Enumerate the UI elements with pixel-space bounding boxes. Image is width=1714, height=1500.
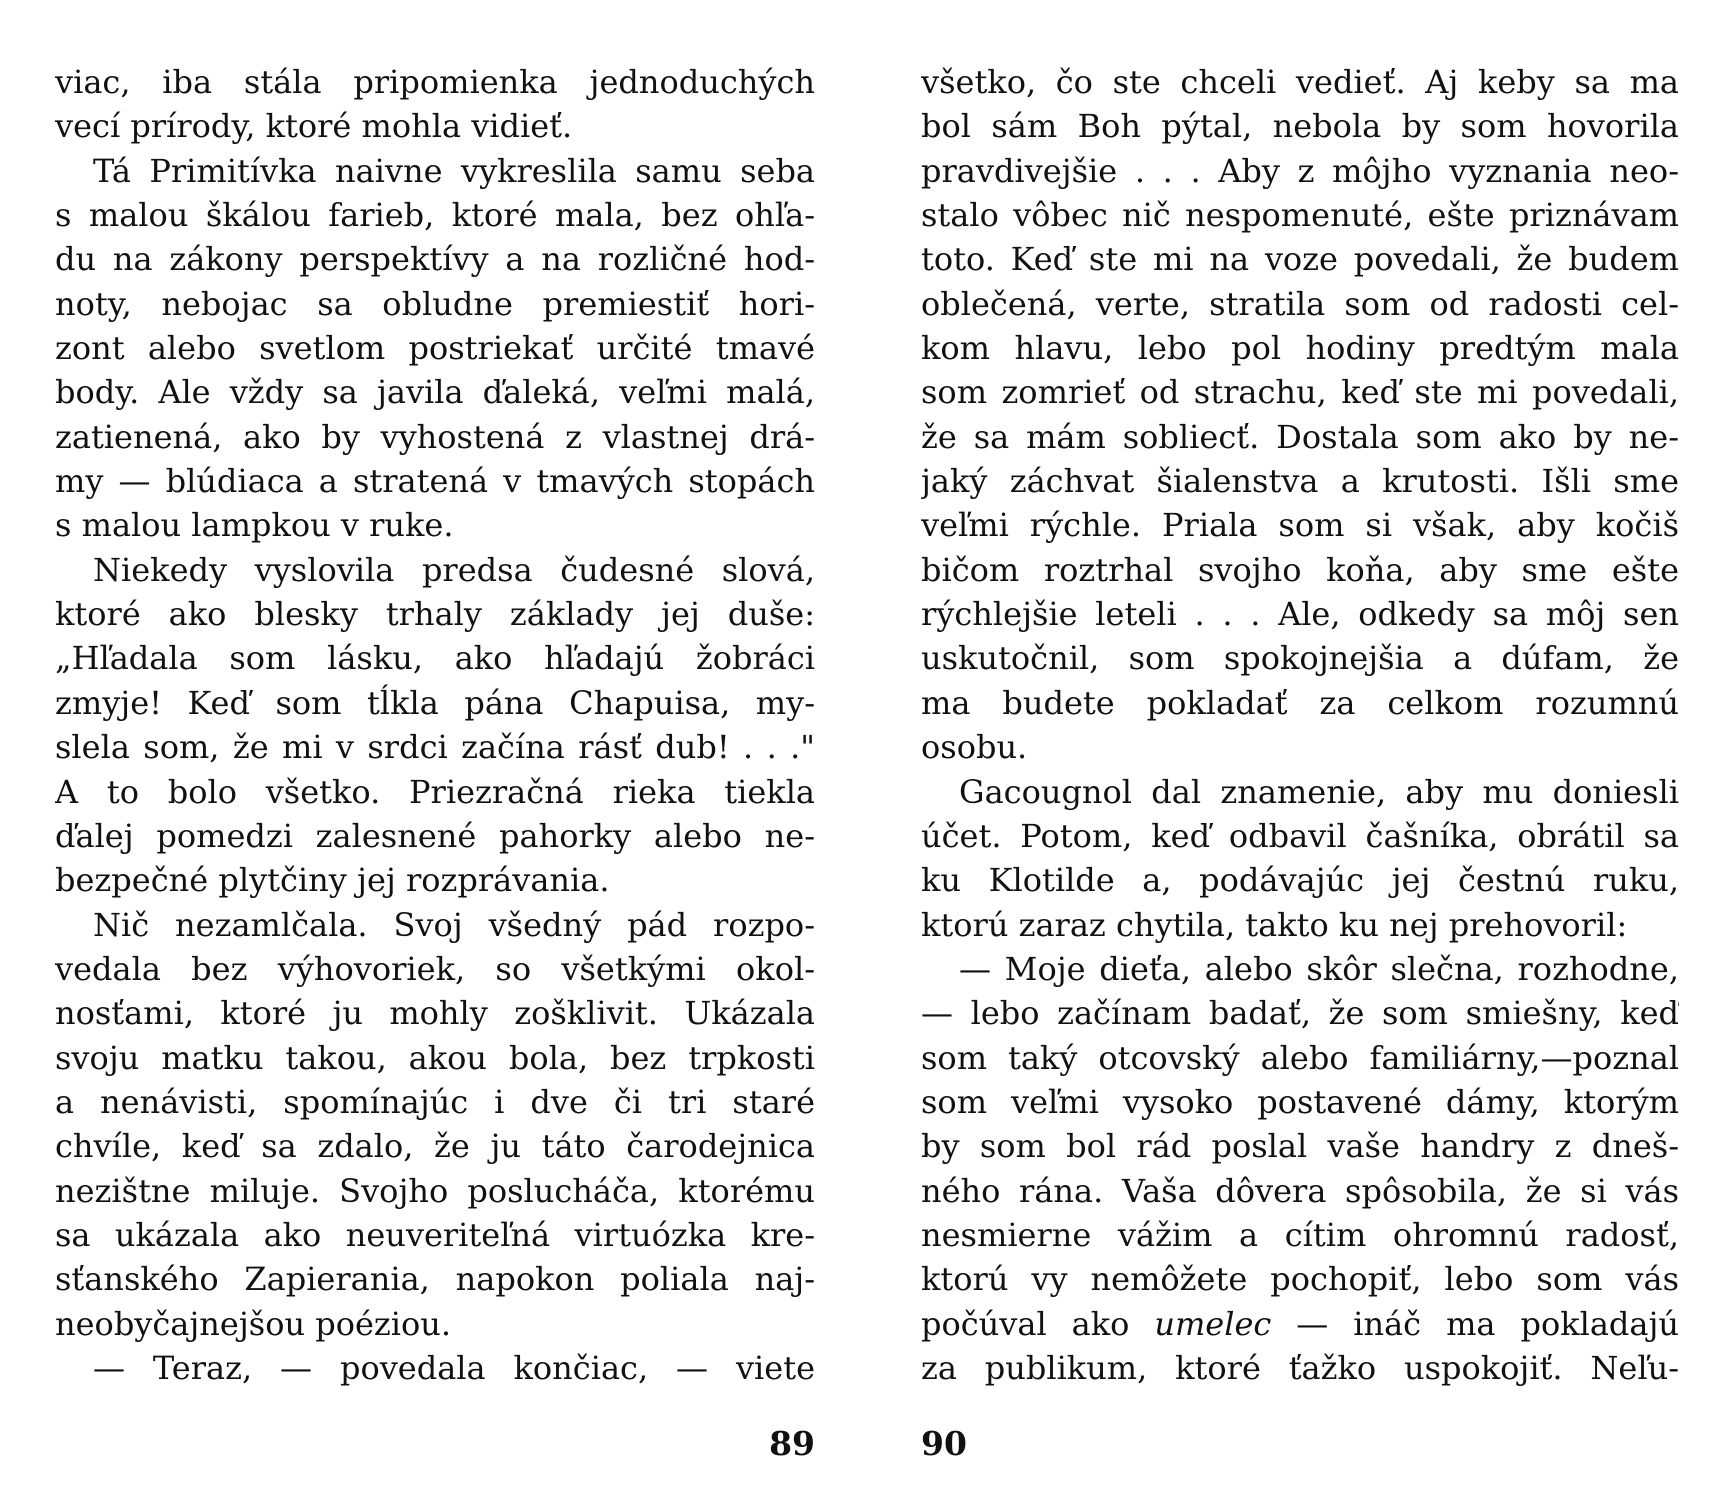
text-line: zatienená, ako by vyhostená z vlastnej drá- [55, 417, 815, 456]
text-line: „Hľadala som lásku, ako hľadajú žobráci [55, 639, 815, 678]
text-line: oblečená, verte, stratila som od radosti cel- [921, 284, 1679, 323]
text-line: slela som, že mi v srdci začína rásť dub! . . ." [55, 728, 815, 767]
text-line: s malou lampkou v ruke. [55, 506, 454, 545]
text-line: sa ukázala ako neuveriteľná virtuózka kre- [55, 1215, 815, 1254]
text-line: som zomrieť od strachu, keď ste mi povedali, [921, 373, 1679, 412]
text-line: vecí prírody, ktoré mohla vidieť. [55, 107, 573, 146]
text-line: ďalej pomedzi zalesnené pahorky alebo ne- [55, 816, 815, 855]
text-line: ktoré ako blesky trhaly základy jej duše: [55, 595, 815, 634]
text-line: ma budete pokladať za celkom rozumnú [921, 683, 1679, 722]
text-line: osobu. [921, 728, 1028, 767]
text-line: ného rána. Vaša dôvera spôsobila, že si vás [921, 1171, 1679, 1210]
left-page [55, 0, 815, 1500]
text-line: veľmi rýchle. Priala som si však, aby kočiš [921, 506, 1679, 545]
text-line: ktorú zaraz chytila, takto ku nej prehovoril: [921, 905, 1628, 944]
text-line: účet. Potom, keď odbavil čašníka, obrátil sa [921, 816, 1679, 855]
text-line: bol sám Boh pýtal, nebola by som hovorila [921, 107, 1679, 146]
text-line: my — blúdiaca a stratená v tmavých stopách [55, 462, 815, 501]
emphasized-word: umelec [1154, 1304, 1272, 1343]
text-line: že sa mám sobliecť. Dostala som ako by ne- [921, 417, 1679, 456]
text-line: stalo vôbec nič nespomenuté, ešte priznávam [921, 196, 1679, 235]
text-line: — Moje dieťa, alebo skôr slečna, rozhodne, [959, 949, 1679, 988]
text-line: s malou škálou farieb, ktoré mala, bez ohľa- [55, 196, 815, 235]
text-line: kom hlavu, lebo pol hodiny predtým mala [921, 329, 1679, 368]
text-line: toto. Keď ste mi na voze povedali, že budem [921, 240, 1679, 279]
text-line: nezištne miluje. Svojho poslucháča, ktorému [55, 1171, 815, 1210]
text-line: neobyčajnejšou poéziou. [55, 1304, 452, 1343]
text-line: sťanského Zapierania, napokon poliala naj- [55, 1260, 815, 1299]
text-line: jaký záchvat šialenstva a krutosti. Išli sme [921, 462, 1679, 501]
text-line: Tá Primitívka naivne vykreslila samu seba [93, 151, 815, 190]
text-line: Gacougnol dal znamenie, aby mu doniesli [959, 772, 1679, 811]
text-line: zont alebo svetlom postriekať určité tmavé [55, 329, 815, 368]
text-line: rýchlejšie leteli . . . Ale, odkedy sa môj sen [921, 595, 1679, 634]
right-page [921, 0, 1679, 1500]
text-line: noty, nebojac sa obludne premiestiť hori- [55, 284, 815, 323]
text-line: svoju matku takou, akou bola, bez trpkosti [55, 1038, 815, 1077]
text-line: počúval ako umelec — ináč ma pokladajú [921, 1304, 1679, 1343]
text-line: bezpečné plytčiny jej rozprávania. [55, 861, 610, 900]
text-line: du na zákony perspektívy a na rozličné hod- [55, 240, 815, 279]
text-line: zmyje! Keď som tĺkla pána Chapuisa, my- [55, 683, 815, 722]
text-line: bičom roztrhal svojho koňa, aby sme ešte [921, 550, 1679, 589]
text-line: som veľmi vysoko postavené dámy, ktorým [921, 1082, 1679, 1121]
left-page-number: 89 [769, 1424, 815, 1463]
text-line: nesmierne vážim a cítim ohromnú radosť, [921, 1215, 1679, 1254]
text-line: — Teraz, — povedala končiac, — viete [93, 1348, 815, 1387]
text-line: Niekedy vyslovila predsa čudesné slová, [93, 550, 815, 589]
text-line: Nič nezamlčala. Svoj všedný pád rozpo- [93, 905, 815, 944]
text-line: body. Ale vždy sa javila ďaleká, veľmi malá, [55, 373, 815, 412]
text-line: všetko, čo ste chceli vedieť. Aj keby sa ma [921, 63, 1679, 101]
text-line: ku Klotilde a, podávajúc jej čestnú ruku, [921, 861, 1679, 900]
text-line: A to bolo všetko. Priezračná rieka tiekla [55, 772, 815, 811]
text-line: viac, iba stála pripomienka jednoduchých [55, 63, 815, 101]
text-line: nosťami, ktoré ju mohly zošklivit. Ukázala [55, 994, 815, 1033]
text-line: za publikum, ktoré ťažko uspokojiť. Neľu- [921, 1348, 1679, 1387]
text-line: by som bol rád poslal vaše handry z dneš- [921, 1127, 1679, 1166]
text-line: chvíle, keď sa zdalo, že ju táto čarodejnica [55, 1127, 815, 1166]
text-line: vedala bez výhovoriek, so všetkými okol- [55, 949, 815, 988]
text-line: — lebo začínam badať, že som smiešny, keď [921, 994, 1679, 1033]
text-line: uskutočnil, som spokojnejšia a dúfam, že [921, 639, 1679, 678]
text-line: ktorú vy nemôžete pochopiť, lebo som vás [921, 1260, 1679, 1299]
text-line: som taký otcovský alebo familiárny,—poznal [921, 1038, 1679, 1077]
text-line: pravdivejšie . . . Aby z môjho vyznania neo- [921, 151, 1679, 190]
left-page-text [55, 60, 815, 1390]
text-line: a nenávisti, spomínajúc i dve či tri staré [55, 1082, 815, 1121]
right-page-text [921, 60, 1679, 1390]
right-page-number: 90 [921, 1424, 967, 1463]
